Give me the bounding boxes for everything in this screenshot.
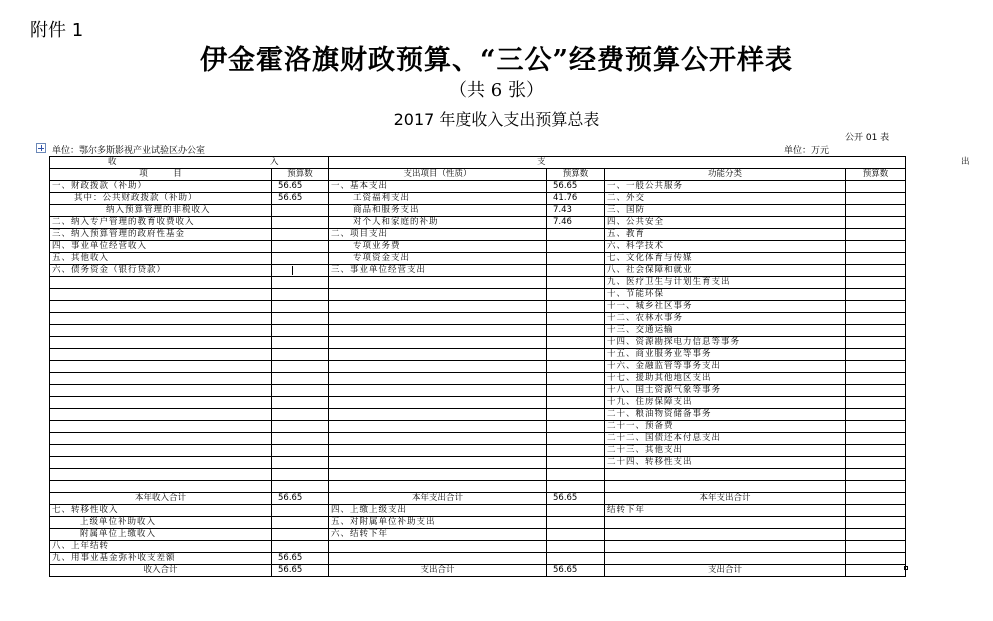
subtotal-row-expense-value[interactable]: 56.65: [547, 493, 605, 505]
grand-total-row-func-label[interactable]: 支出合计: [605, 565, 846, 577]
sheet-count: （共 6 张）: [449, 80, 544, 101]
function-budget-cell[interactable]: [846, 457, 906, 469]
expense-item-cell[interactable]: 工资福利支出: [329, 193, 547, 205]
expense-budget-cell[interactable]: [547, 457, 605, 469]
expense-item-cell[interactable]: [329, 481, 547, 493]
text-cursor: [292, 266, 293, 275]
income-budget-cell[interactable]: [272, 265, 329, 277]
income-item-cell[interactable]: [50, 337, 272, 349]
table-row: [50, 265, 906, 277]
income-header-char-1: 收: [108, 157, 117, 167]
income-budget-cell[interactable]: [272, 349, 329, 361]
expense-item-cell[interactable]: [329, 301, 547, 313]
expense-item-cell[interactable]: [329, 541, 547, 553]
function-budget-cell[interactable]: [846, 301, 906, 313]
income-budget-cell[interactable]: [272, 409, 329, 421]
function-budget-cell[interactable]: [846, 409, 906, 421]
function-item-cell[interactable]: 十四、资源勘探电力信息等事务: [605, 337, 846, 349]
unit-organization: 单位：鄂尔多斯影视产业试验区办公室: [52, 146, 206, 156]
expense-budget-cell[interactable]: [547, 517, 605, 529]
expense-item-cell[interactable]: [329, 277, 547, 289]
income-item-cell[interactable]: 六、债务资金（银行贷款）: [50, 265, 272, 277]
function-item-cell[interactable]: 九、医疗卫生与计划生育支出: [605, 277, 846, 289]
income-item-cell[interactable]: [50, 277, 272, 289]
expense-budget-cell[interactable]: [547, 421, 605, 433]
function-item-cell[interactable]: 二十、粮油物资储备事务: [605, 409, 846, 421]
income-budget-cell[interactable]: [272, 433, 329, 445]
expense-header-char-2: 出: [961, 157, 970, 167]
col-header-expense-budget: 预算数: [547, 169, 605, 181]
function-item-cell[interactable]: 十九、住房保障支出: [605, 397, 846, 409]
income-item-cell[interactable]: [50, 373, 272, 385]
function-budget-cell[interactable]: [846, 289, 906, 301]
grand-total-row: [50, 565, 906, 577]
subtotal-row-expense-label[interactable]: 本年支出合计: [329, 493, 547, 505]
function-budget-cell[interactable]: [846, 241, 906, 253]
group-header-row: [50, 157, 906, 169]
function-budget-cell[interactable]: [846, 469, 906, 481]
table-row: [50, 277, 906, 289]
income-budget-cell[interactable]: [272, 517, 329, 529]
function-budget-cell[interactable]: [846, 397, 906, 409]
function-item-cell[interactable]: 二十一、预备费: [605, 421, 846, 433]
income-item-cell[interactable]: 七、转移性收入: [50, 505, 272, 517]
column-header-row: [50, 169, 906, 181]
budget-table: [49, 156, 970, 577]
function-budget-cell[interactable]: [846, 193, 906, 205]
table-row: [50, 181, 906, 193]
table-row: [50, 433, 906, 445]
expense-item-cell[interactable]: [329, 313, 547, 325]
income-budget-cell[interactable]: [272, 469, 329, 481]
table-row: [50, 241, 906, 253]
table-row: [50, 517, 906, 529]
expense-budget-cell[interactable]: [547, 361, 605, 373]
expense-item-cell[interactable]: [329, 421, 547, 433]
function-item-cell[interactable]: 二十二、国债还本付息支出: [605, 433, 846, 445]
function-item-cell[interactable]: 十二、农林水事务: [605, 313, 846, 325]
expense-budget-cell[interactable]: 56.65: [547, 181, 605, 193]
grand-total-row-income-label[interactable]: 收入合计: [50, 565, 272, 577]
table-row: [50, 541, 906, 553]
table-row: [50, 385, 906, 397]
page-title: 伊金霍洛旗财政预算、“三公”经费预算公开样表: [199, 45, 794, 76]
expense-budget-cell[interactable]: [547, 409, 605, 421]
unit-currency: 单位：万元: [784, 146, 830, 156]
function-item-cell[interactable]: 十三、交通运输: [605, 325, 846, 337]
function-budget-cell[interactable]: [846, 433, 906, 445]
income-item-cell[interactable]: [50, 361, 272, 373]
function-item-cell[interactable]: 十八、国土资源气象等事务: [605, 385, 846, 397]
expense-budget-cell[interactable]: [547, 265, 605, 277]
function-item-cell[interactable]: [605, 541, 846, 553]
expense-budget-cell[interactable]: [547, 481, 605, 493]
table-row: [50, 529, 906, 541]
income-item-cell[interactable]: 五、其他收入: [50, 253, 272, 265]
table-row: [50, 373, 906, 385]
income-item-cell[interactable]: [50, 457, 272, 469]
expense-item-cell[interactable]: 对个人和家庭的补助: [329, 217, 547, 229]
function-budget-cell[interactable]: [846, 481, 906, 493]
grand-total-row-func-value[interactable]: [846, 565, 906, 577]
function-budget-cell[interactable]: [846, 265, 906, 277]
table-row: [50, 325, 906, 337]
expense-budget-cell[interactable]: [547, 229, 605, 241]
function-budget-cell[interactable]: [846, 421, 906, 433]
function-budget-cell[interactable]: [846, 505, 906, 517]
expense-budget-cell[interactable]: [547, 397, 605, 409]
expense-header-char-1: 支: [537, 157, 546, 167]
expense-item-cell[interactable]: [329, 337, 547, 349]
income-item-cell[interactable]: 四、事业单位经营收入: [50, 241, 272, 253]
income-item-cell[interactable]: 三、纳入预算管理的政府性基金: [50, 229, 272, 241]
function-item-cell[interactable]: 二、外交: [605, 193, 846, 205]
function-item-cell[interactable]: [605, 481, 846, 493]
income-budget-cell[interactable]: [272, 241, 329, 253]
function-budget-cell[interactable]: [846, 553, 906, 565]
income-budget-cell[interactable]: [272, 361, 329, 373]
function-budget-cell[interactable]: [846, 349, 906, 361]
function-item-cell[interactable]: 七、文化体育与传媒: [605, 253, 846, 265]
unit-row: [36, 143, 906, 155]
function-budget-cell[interactable]: [846, 361, 906, 373]
income-budget-cell[interactable]: [272, 481, 329, 493]
expense-group-header: [329, 157, 970, 169]
income-budget-cell[interactable]: [272, 385, 329, 397]
table-row: [50, 205, 906, 217]
table-row: [50, 301, 906, 313]
function-item-cell[interactable]: 五、教育: [605, 229, 846, 241]
expense-item-cell[interactable]: [329, 409, 547, 421]
income-budget-cell[interactable]: [272, 229, 329, 241]
grand-total-row-expense-value[interactable]: 56.65: [547, 565, 605, 577]
function-item-cell[interactable]: 十七、援助其他地区支出: [605, 373, 846, 385]
col-header-item: 项 目: [50, 169, 272, 181]
income-header-char-2: 入: [270, 157, 279, 167]
income-budget-cell[interactable]: [272, 421, 329, 433]
expense-item-cell[interactable]: [329, 361, 547, 373]
income-budget-cell[interactable]: 56.65: [272, 193, 329, 205]
expense-item-cell[interactable]: 专项资金支出: [329, 253, 547, 265]
expense-item-cell[interactable]: [329, 289, 547, 301]
col-header-function: 功能分类: [605, 169, 846, 181]
expense-item-cell[interactable]: 一、基本支出: [329, 181, 547, 193]
subtotal-row-func-label[interactable]: 本年支出合计: [605, 493, 846, 505]
income-group-header: [50, 157, 329, 169]
income-item-cell[interactable]: [50, 397, 272, 409]
income-item-cell[interactable]: 九、用事业基金弥补收支差额: [50, 553, 272, 565]
function-budget-cell[interactable]: [846, 229, 906, 241]
attachment-label: 附件 1: [30, 20, 84, 41]
income-item-cell[interactable]: [50, 301, 272, 313]
function-budget-cell[interactable]: [846, 253, 906, 265]
income-budget-cell[interactable]: [272, 253, 329, 265]
expense-budget-cell[interactable]: [547, 313, 605, 325]
function-item-cell[interactable]: 二十三、其他支出: [605, 445, 846, 457]
expense-budget-cell[interactable]: [547, 529, 605, 541]
income-item-cell[interactable]: 上级单位补助收入: [50, 517, 272, 529]
income-item-cell[interactable]: [50, 481, 272, 493]
expense-budget-cell[interactable]: [547, 553, 605, 565]
function-budget-cell[interactable]: [846, 277, 906, 289]
function-item-cell[interactable]: 一、一般公共服务: [605, 181, 846, 193]
expense-item-cell[interactable]: [329, 397, 547, 409]
table-row: [50, 217, 906, 229]
expense-item-cell[interactable]: 四、上缴上级支出: [329, 505, 547, 517]
income-budget-cell[interactable]: 56.65: [272, 181, 329, 193]
expense-budget-cell[interactable]: [547, 469, 605, 481]
expense-budget-cell[interactable]: [547, 253, 605, 265]
table-code: 公开 01 表: [845, 133, 890, 143]
income-budget-cell[interactable]: [272, 373, 329, 385]
table-row: [50, 361, 906, 373]
function-item-cell[interactable]: [605, 553, 846, 565]
table-row: [50, 445, 906, 457]
function-item-cell[interactable]: [605, 469, 846, 481]
income-item-cell[interactable]: 一、财政拨款（补助）: [50, 181, 272, 193]
income-budget-cell[interactable]: [272, 505, 329, 517]
table-row: [50, 253, 906, 265]
income-item-cell[interactable]: [50, 289, 272, 301]
expense-budget-cell[interactable]: [547, 325, 605, 337]
expense-budget-cell[interactable]: [547, 385, 605, 397]
income-item-cell[interactable]: 纳入预算管理的非税收入: [50, 205, 272, 217]
table-row: [50, 481, 906, 493]
expense-item-cell[interactable]: [329, 445, 547, 457]
function-item-cell[interactable]: 十、节能环保: [605, 289, 846, 301]
table-row: [50, 193, 906, 205]
income-item-cell[interactable]: [50, 313, 272, 325]
income-budget-cell[interactable]: [272, 541, 329, 553]
table-row: [50, 313, 906, 325]
col-header-budget: 预算数: [272, 169, 329, 181]
cell-resize-handle[interactable]: [904, 566, 908, 570]
income-budget-cell[interactable]: [272, 445, 329, 457]
table-row: [50, 337, 906, 349]
income-budget-cell[interactable]: [272, 277, 329, 289]
function-item-cell[interactable]: 八、社会保障和就业: [605, 265, 846, 277]
expense-budget-cell[interactable]: [547, 241, 605, 253]
grand-total-row-income-value[interactable]: 56.65: [272, 565, 329, 577]
income-item-cell[interactable]: [50, 325, 272, 337]
function-budget-cell[interactable]: [846, 529, 906, 541]
expense-item-cell[interactable]: [329, 469, 547, 481]
function-budget-cell[interactable]: [846, 181, 906, 193]
function-budget-cell[interactable]: [846, 385, 906, 397]
function-budget-cell[interactable]: [846, 205, 906, 217]
function-item-cell[interactable]: 十五、商业服务业等事务: [605, 349, 846, 361]
function-budget-cell[interactable]: [846, 517, 906, 529]
expense-item-cell[interactable]: 二、项目支出: [329, 229, 547, 241]
income-budget-cell[interactable]: 56.65: [272, 553, 329, 565]
expense-item-cell[interactable]: [329, 325, 547, 337]
expense-item-cell[interactable]: [329, 349, 547, 361]
income-item-cell[interactable]: 八、上年结转: [50, 541, 272, 553]
income-item-cell[interactable]: [50, 469, 272, 481]
expense-budget-cell[interactable]: [547, 445, 605, 457]
income-budget-cell[interactable]: [272, 313, 329, 325]
expense-budget-cell[interactable]: [547, 373, 605, 385]
table-row: [50, 289, 906, 301]
function-item-cell[interactable]: 三、国防: [605, 205, 846, 217]
table-row: [50, 421, 906, 433]
function-item-cell[interactable]: 六、科学技术: [605, 241, 846, 253]
income-item-cell[interactable]: 其中：公共财政拨款（补助）: [50, 193, 272, 205]
subtotal-row-income-value[interactable]: 56.65: [272, 493, 329, 505]
table-row: [50, 397, 906, 409]
expense-budget-cell[interactable]: [547, 301, 605, 313]
expense-budget-cell[interactable]: 41.76: [547, 193, 605, 205]
income-item-cell[interactable]: 二、纳入专户管理的教育收费收入: [50, 217, 272, 229]
function-budget-cell[interactable]: [846, 541, 906, 553]
expense-budget-cell[interactable]: [547, 349, 605, 361]
function-budget-cell[interactable]: [846, 445, 906, 457]
income-item-cell[interactable]: [50, 409, 272, 421]
expense-item-cell[interactable]: 六、结转下年: [329, 529, 547, 541]
function-budget-cell[interactable]: [846, 325, 906, 337]
income-item-cell[interactable]: [50, 445, 272, 457]
expense-budget-cell[interactable]: [547, 505, 605, 517]
function-item-cell[interactable]: 四、公共安全: [605, 217, 846, 229]
table-row: [50, 457, 906, 469]
table-row: [50, 229, 906, 241]
expense-item-cell[interactable]: [329, 385, 547, 397]
expense-budget-cell[interactable]: [547, 433, 605, 445]
expense-item-cell[interactable]: [329, 373, 547, 385]
table-row: [50, 505, 906, 517]
function-budget-cell[interactable]: [846, 313, 906, 325]
income-item-cell[interactable]: 附属单位上缴收入: [50, 529, 272, 541]
function-item-cell[interactable]: 十六、金融监管等事务支出: [605, 361, 846, 373]
income-item-cell[interactable]: [50, 433, 272, 445]
income-budget-cell[interactable]: [272, 301, 329, 313]
income-item-cell[interactable]: [50, 421, 272, 433]
table-row: [50, 349, 906, 361]
income-budget-cell[interactable]: [272, 529, 329, 541]
function-item-cell[interactable]: 二十四、转移性支出: [605, 457, 846, 469]
function-item-cell[interactable]: 十一、城乡社区事务: [605, 301, 846, 313]
expense-item-cell[interactable]: 商品和服务支出: [329, 205, 547, 217]
income-item-cell[interactable]: [50, 349, 272, 361]
col-header-expense-item: 支出项目（性质）: [329, 169, 547, 181]
expense-item-cell[interactable]: [329, 433, 547, 445]
expense-item-cell[interactable]: [329, 553, 547, 565]
grand-total-row-expense-label[interactable]: 支出合计: [329, 565, 547, 577]
expense-budget-cell[interactable]: [547, 289, 605, 301]
expense-budget-cell[interactable]: [547, 541, 605, 553]
expense-item-cell[interactable]: 三、事业单位经营支出: [329, 265, 547, 277]
income-budget-cell[interactable]: [272, 325, 329, 337]
income-item-cell[interactable]: [50, 385, 272, 397]
table-row: [50, 409, 906, 421]
expense-budget-cell[interactable]: [547, 337, 605, 349]
function-budget-cell[interactable]: [846, 337, 906, 349]
function-item-cell[interactable]: [605, 529, 846, 541]
function-budget-cell[interactable]: [846, 217, 906, 229]
subtotal-row-func-value[interactable]: [846, 493, 906, 505]
expense-budget-cell[interactable]: 7.46: [547, 217, 605, 229]
expense-budget-cell[interactable]: 7.43: [547, 205, 605, 217]
subtotal-row-income-label[interactable]: 本年收入合计: [50, 493, 272, 505]
function-item-cell[interactable]: [605, 517, 846, 529]
function-item-cell[interactable]: 结转下年: [605, 505, 846, 517]
income-budget-cell[interactable]: [272, 397, 329, 409]
subtotal-row: [50, 493, 906, 505]
table-row: [50, 469, 906, 481]
expand-plus-icon[interactable]: [36, 143, 46, 153]
expense-item-cell[interactable]: 五、对附属单位补助支出: [329, 517, 547, 529]
expense-budget-cell[interactable]: [547, 277, 605, 289]
income-budget-cell[interactable]: [272, 205, 329, 217]
income-budget-cell[interactable]: [272, 289, 329, 301]
expense-item-cell[interactable]: [329, 457, 547, 469]
income-budget-cell[interactable]: [272, 457, 329, 469]
col-header-function-budget: 预算数: [846, 169, 906, 181]
function-budget-cell[interactable]: [846, 373, 906, 385]
income-budget-cell[interactable]: [272, 337, 329, 349]
income-budget-cell[interactable]: [272, 217, 329, 229]
table-row: [50, 553, 906, 565]
table-subtitle: 2017 年度收入支出预算总表: [393, 110, 600, 129]
expense-item-cell[interactable]: 专项业务费: [329, 241, 547, 253]
